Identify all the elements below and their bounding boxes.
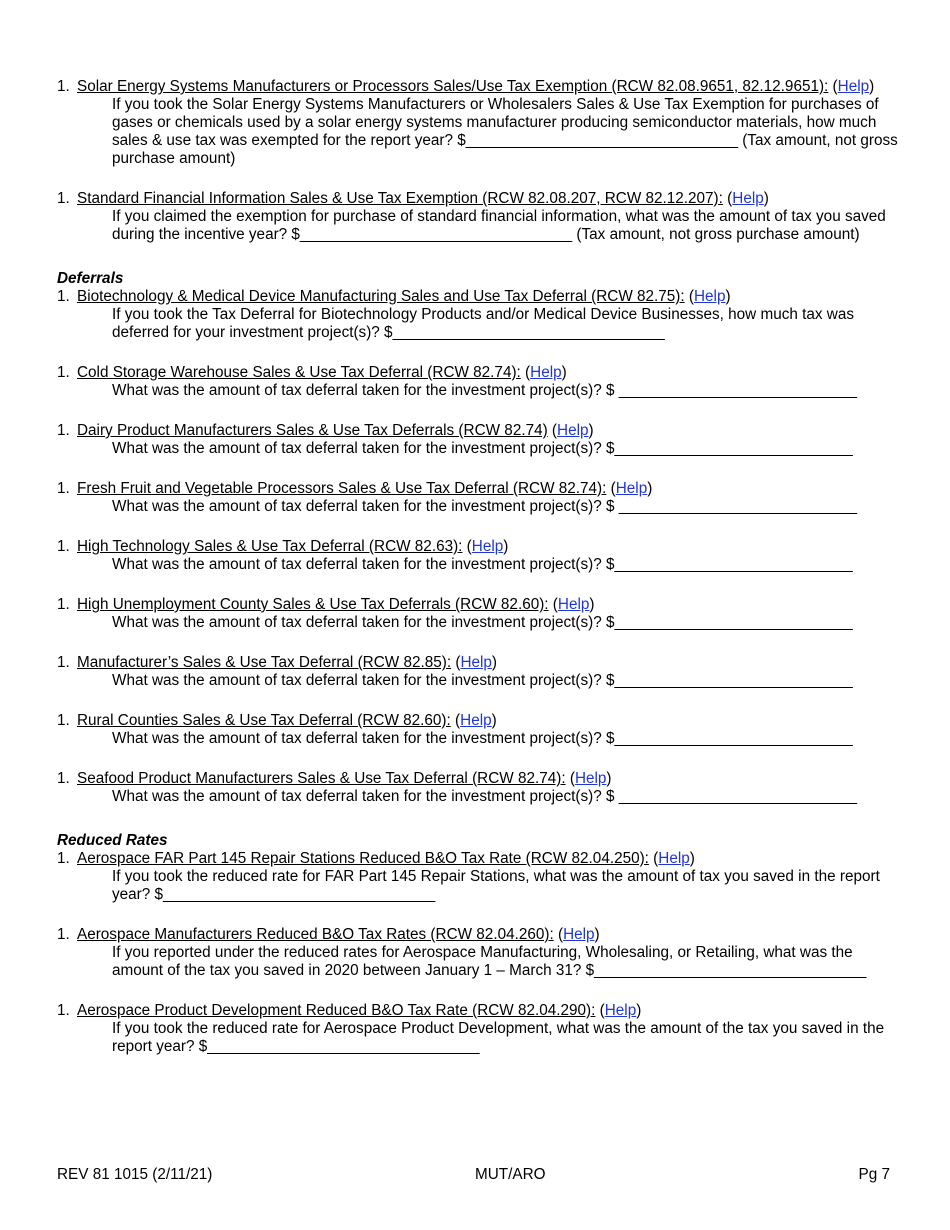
item-number: 1. [57,78,70,95]
help-link[interactable]: Help [460,712,492,729]
help-link[interactable]: Help [604,1002,637,1019]
form-item [57,926,902,980]
help-link-wrapper: (Help) [595,1002,642,1019]
item-title: Aerospace Manufacturers Reduced B&O Tax Rates (RCW 82.04.260): [77,926,554,943]
item-number: 1. [57,538,70,555]
item-title: Dairy Product Manufacturers Sales & Use Tax Deferrals (RCW 82.74) [77,422,548,439]
item-title: Fresh Fruit and Vegetable Processors Sales & Use Tax Deferral (RCW 82.74): [77,480,607,497]
form-item [57,770,902,806]
form-item [57,596,902,632]
spacer [57,400,902,422]
item-title: Biotechnology & Medical Device Manufacturing Sales and Use Tax Deferral (RCW 82.75): [77,288,685,305]
item-question: What was the amount of tax deferral taken for the investment project(s)? $____________________________ [112,440,853,457]
section-heading: Reduced Rates [57,832,168,849]
item-question: If you took the Solar Energy Systems Manufacturers or Wholesalers Sales & Use Tax Exemption for purchases of gases or chemicals used by a solar energy systems manufacturer producing semiconductor materials, how much sales & use tax was exempted for the report year? $________________________________ (Tax amount, not gross purchase amount) [112,96,898,167]
help-link-wrapper: (Help) [520,364,567,381]
spacer [57,244,902,266]
form-item [57,422,902,458]
help-link-wrapper: (Help) [722,190,769,207]
section-heading: Deferrals [57,270,124,287]
help-link-wrapper: (Help) [828,78,875,95]
form-item [57,850,902,904]
item-number: 1. [57,712,70,729]
help-link-wrapper: (Help) [547,422,594,439]
help-link[interactable]: Help [557,596,590,613]
help-link[interactable]: Help [658,850,690,867]
item-question: What was the amount of tax deferral taken for the investment project(s)? $ ____________________________ [112,498,857,515]
item-number: 1. [57,926,70,943]
help-link-wrapper: (Help) [684,288,731,305]
form-item [57,364,902,400]
item-question: What was the amount of tax deferral taken for the investment project(s)? $____________________________ [112,730,853,747]
form-item [57,654,902,690]
item-title: Cold Storage Warehouse Sales & Use Tax Deferral (RCW 82.74): [77,364,521,381]
item-title: Solar Energy Systems Manufacturers or Processors Sales/Use Tax Exemption (RCW 82.08.9651, 82.12.9651): [77,78,829,95]
form-item [57,712,902,748]
item-question: What was the amount of tax deferral taken for the investment project(s)? $____________________________ [112,672,853,689]
help-link[interactable]: Help [837,78,870,95]
item-question: What was the amount of tax deferral taken for the investment project(s)? $____________________________ [112,614,853,631]
spacer [57,458,902,480]
form-item [57,480,902,516]
item-number: 1. [57,288,70,305]
help-link-wrapper: (Help) [462,538,509,555]
spacer [57,904,902,926]
item-question: If you claimed the exemption for purchase of standard financial information, what was the amount of tax you saved during the incentive year? $________________________________ (Tax amount, not gross purchase amount) [112,208,886,243]
help-link[interactable]: Help [557,422,589,439]
form-number: REV 81 1015 (2/11/21) [57,1166,213,1183]
item-number: 1. [57,770,70,787]
item-number: 1. [57,1002,70,1019]
spacer [57,980,902,1002]
help-link-wrapper: (Help) [548,596,595,613]
spacer [57,690,902,712]
item-number: 1. [57,596,70,613]
help-link[interactable]: Help [694,288,726,305]
item-title: Manufacturer’s Sales & Use Tax Deferral (RCW 82.85): [77,654,452,671]
page-number: Pg 7 [858,1166,890,1183]
help-link-wrapper: (Help) [553,926,600,943]
item-question: If you took the Tax Deferral for Biotechnology Products and/or Medical Device Businesses, how much tax was deferred for your investment project(s)? $________________________________ [112,306,854,341]
item-title: Standard Financial Information Sales & Use Tax Exemption (RCW 82.08.207, RCW 82.12.207): [77,190,723,207]
spacer [57,516,902,538]
item-title: High Unemployment County Sales & Use Tax Deferrals (RCW 82.60): [77,596,549,613]
form-item [57,190,902,244]
spacer [57,168,902,190]
spacer [57,1056,902,1078]
help-link-wrapper: (Help) [451,654,498,671]
form-item [57,1002,902,1056]
help-link[interactable]: Help [471,538,504,555]
help-link[interactable]: Help [732,190,764,207]
spacer [57,806,902,828]
item-number: 1. [57,850,70,867]
help-link-wrapper: (Help) [565,770,612,787]
item-question: If you took the reduced rate for FAR Part 145 Repair Stations, what was the amount of tax you saved in the report year? $________________________________ [112,868,880,903]
spacer [57,632,902,654]
item-question: If you reported under the reduced rates for Aerospace Manufacturing, Wholesaling, or Retailing, what was the amount of the tax you saved in 2020 between January 1 – March 31? $________________________________ [112,944,867,979]
help-link[interactable]: Help [460,654,492,671]
help-link-wrapper: (Help) [606,480,653,497]
help-link[interactable]: Help [563,926,595,943]
help-link[interactable]: Help [615,480,648,497]
spacer [57,748,902,770]
item-number: 1. [57,422,70,439]
spacer [57,342,902,364]
item-question: What was the amount of tax deferral taken for the investment project(s)? $ ____________________________ [112,382,857,399]
help-link-wrapper: (Help) [450,712,497,729]
item-title: Rural Counties Sales & Use Tax Deferral (RCW 82.60): [77,712,451,729]
item-question: If you took the reduced rate for Aerospace Product Development, what was the amount of the tax you saved in the report year? $________________________________ [112,1020,885,1055]
help-link-wrapper: (Help) [648,850,695,867]
form-item [57,538,902,574]
item-question: What was the amount of tax deferral taken for the investment project(s)? $____________________________ [112,556,853,573]
form-item [57,288,902,342]
form-code: MUT/ARO [475,1166,546,1183]
item-title: Aerospace Product Development Reduced B&O Tax Rate (RCW 82.04.290): [77,1002,596,1019]
item-question: What was the amount of tax deferral taken for the investment project(s)? $ ____________________________ [112,788,857,805]
item-number: 1. [57,190,70,207]
form-page [57,78,902,1078]
item-number: 1. [57,480,70,497]
help-link[interactable]: Help [574,770,607,787]
item-number: 1. [57,364,70,381]
item-number: 1. [57,654,70,671]
help-link[interactable]: Help [530,364,562,381]
spacer [57,574,902,596]
item-title: Aerospace FAR Part 145 Repair Stations Reduced B&O Tax Rate (RCW 82.04.250): [77,850,649,867]
form-item [57,78,902,168]
item-title: High Technology Sales & Use Tax Deferral (RCW 82.63): [77,538,463,555]
item-title: Seafood Product Manufacturers Sales & Use Tax Deferral (RCW 82.74): [77,770,566,787]
